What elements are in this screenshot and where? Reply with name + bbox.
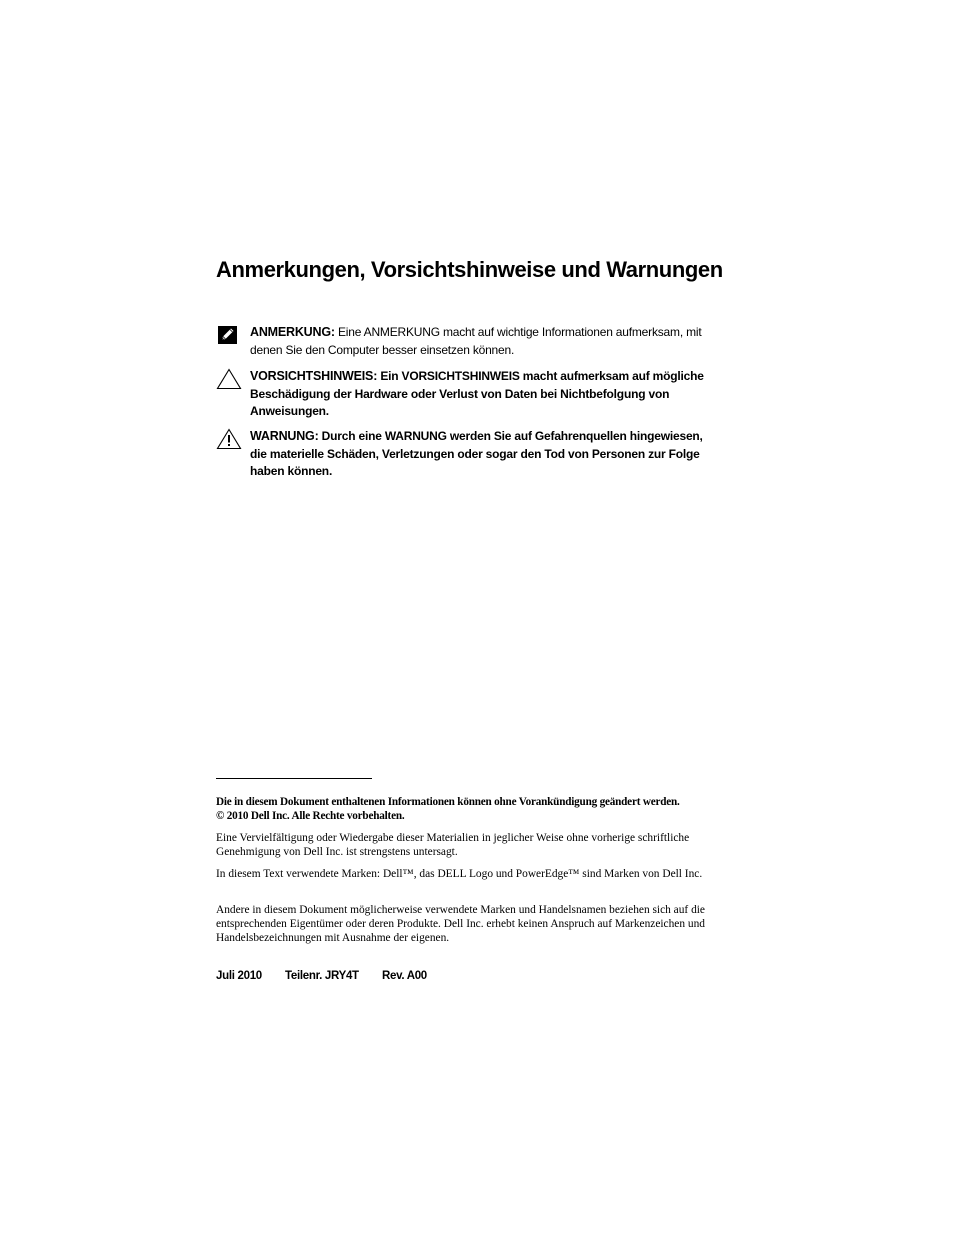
publication-date: Juli 2010 — [216, 970, 262, 982]
disclaimer-line-1: Die in diesem Dokument enthaltenen Informationen können ohne Vorankündigung geändert werden. — [216, 796, 680, 808]
revision: Rev. A00 — [382, 970, 427, 982]
note-label: ANMERKUNG: — [250, 325, 335, 339]
caution-text — [250, 368, 721, 421]
other-marks-notice: Andere in diesem Dokument möglicherweise verwendete Marken und Handelsnamen beziehen sich auf die entsprechenden Eigentümer oder deren Produkte. Dell Inc. erhebt keinen Anspruch auf Markenzeichen und Handelsbezeichnungen mit Ausnahme der eigenen. — [216, 904, 705, 944]
caution-body: Ein VORSICHTSHINWEIS macht aufmerksam auf mögliche Beschädigung der Hardware oder Verlust von Daten bei Nichtbefolgung von Anweisungen. — [250, 369, 704, 418]
caution-notice — [216, 368, 721, 421]
disclaimer — [216, 795, 721, 823]
caution-label: VORSICHTSHINWEIS: — [250, 369, 378, 383]
note-body: Eine ANMERKUNG macht auf wichtige Informationen aufmerksam, mit denen Sie den Computer besser einsetzen können. — [250, 325, 702, 357]
note-notice — [216, 324, 721, 359]
part-number: Teilenr. JRY4T — [285, 970, 359, 982]
note-text — [250, 324, 721, 359]
warning-label: WARNUNG: — [250, 429, 319, 443]
copyright-line: © 2010 Dell Inc. Alle Rechte vorbehalten. — [216, 810, 405, 822]
warning-notice — [216, 428, 721, 481]
reproduction-notice: Eine Vervielfältigung oder Wiedergabe dieser Materialien in jeglicher Weise ohne vorherige schriftliche Genehmigung von Dell Inc. ist strengstens untersagt. — [216, 832, 690, 858]
footnote-divider — [216, 778, 372, 779]
warning-text — [250, 428, 721, 481]
warning-body: Durch eine WARNUNG werden Sie auf Gefahrenquellen hingewiesen, die materielle Schäden, Verletzungen oder sogar den Tod von Personen zur Folge haben können. — [250, 429, 703, 478]
warning-exclamation-icon — [216, 428, 242, 450]
caution-triangle-icon — [216, 368, 242, 390]
page-title: Anmerkungen, Vorsichtshinweise und Warnungen — [216, 257, 723, 282]
document-footer — [216, 969, 427, 983]
trademark-notice: In diesem Text verwendete Marken: Dell™, das DELL Logo und PowerEdge™ sind Marken von Dell Inc. — [216, 868, 703, 880]
note-pencil-icon — [216, 324, 242, 346]
